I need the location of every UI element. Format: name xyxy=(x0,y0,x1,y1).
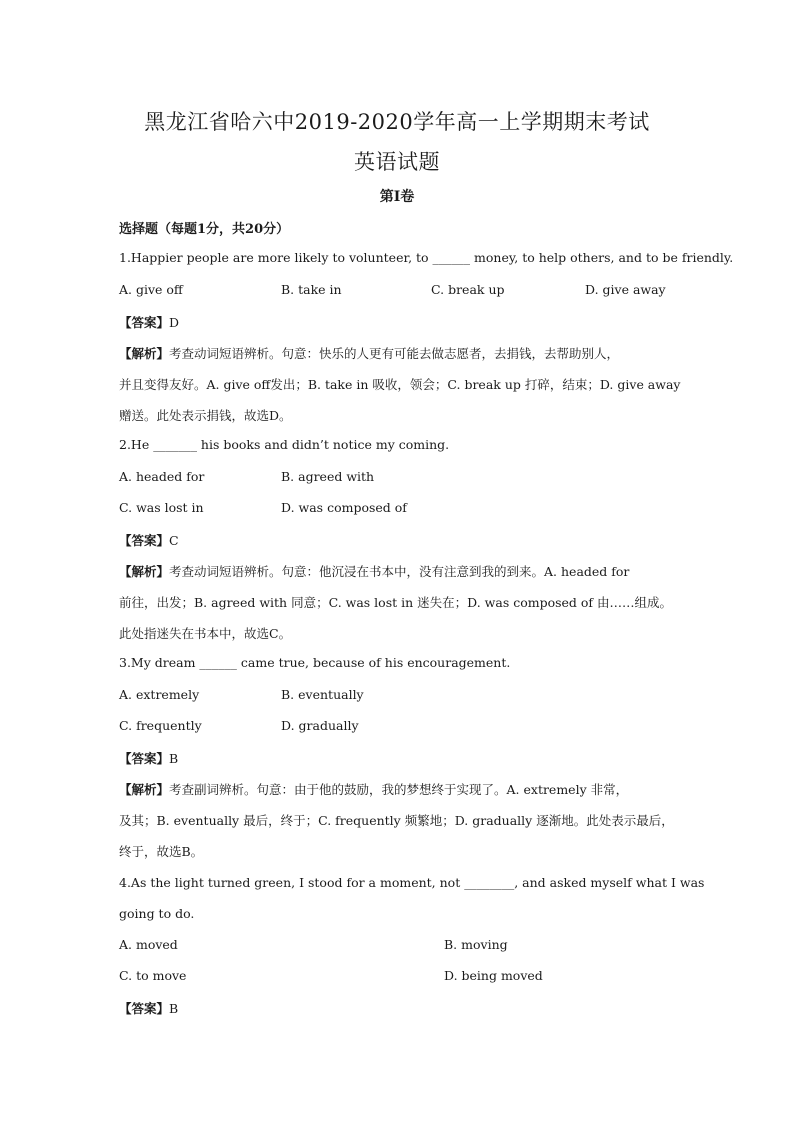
question-3-option-d: D. gradually xyxy=(281,718,359,733)
question-1-option-c: C. break up xyxy=(431,282,505,297)
answer-label: 【答案】 xyxy=(119,315,170,330)
answer-value: C xyxy=(169,533,179,548)
question-3-option-b: B. eventually xyxy=(281,687,364,702)
analysis-label: 【解析】 xyxy=(119,782,170,797)
answer-value: D xyxy=(169,315,180,330)
question-2-option-d: D. was composed of xyxy=(281,500,407,515)
question-2-analysis-line-1 xyxy=(119,562,629,580)
question-4-option-c: C. to move xyxy=(119,968,187,983)
question-2-option-c: C. was lost in xyxy=(119,500,204,515)
question-3-stem: 3.My dream ______ came true, because of his encouragement. xyxy=(119,655,511,670)
question-1-analysis-line-1 xyxy=(119,344,619,362)
question-2-option-a: A. headed for xyxy=(119,469,205,484)
question-3-answer xyxy=(119,749,178,767)
answer-value: B xyxy=(169,751,179,766)
answer-label: 【答案】 xyxy=(119,533,170,548)
question-1-option-d: D. give away xyxy=(585,282,666,297)
exam-title: 黑龙江省哈六中2019-2020学年高一上学期期末考试 xyxy=(144,110,650,134)
question-4-stem: 4.As the light turned green, I stood for a moment, not ________, and asked myself what I was xyxy=(119,875,705,890)
answer-value: B xyxy=(169,1001,179,1016)
volume-heading: 第I卷 xyxy=(379,189,415,205)
question-2-analysis-line-2: 前往，出发；B. agreed with 同意；C. was lost in 迷失在；D. was composed of 由……组成。 xyxy=(119,595,673,610)
answer-label: 【答案】 xyxy=(119,751,170,766)
question-3-analysis-line-2: 及其；B. eventually 最后，终于；C. frequently 频繁地；D. gradually 逐渐地。此处表示最后， xyxy=(119,813,674,828)
question-4-option-d: D. being moved xyxy=(444,968,543,983)
question-1-option-b: B. take in xyxy=(281,282,342,297)
question-1-option-a: A. give off xyxy=(119,282,183,297)
question-2-answer xyxy=(119,531,179,549)
exam-subject: 英语试题 xyxy=(354,150,440,174)
section-title: 选择题（每题1分，共20分） xyxy=(119,222,290,237)
analysis-text: 考查动词短语辨析。句意：快乐的人更有可能去做志愿者，去捐钱，去帮助别人， xyxy=(169,346,620,361)
question-3-analysis-line-3: 终于，故选B。 xyxy=(119,844,204,859)
analysis-text: 考查动词短语辨析。句意：他沉浸在书本中，没有注意到我的到来。A. headed for xyxy=(169,564,630,579)
question-1-answer xyxy=(119,313,179,331)
question-3-option-c: C. frequently xyxy=(119,718,202,733)
question-2-option-b: B. agreed with xyxy=(281,469,375,484)
analysis-label: 【解析】 xyxy=(119,346,170,361)
question-2-analysis-line-3: 此处指迷失在书本中，故选C。 xyxy=(119,626,292,641)
question-4-answer xyxy=(119,999,178,1017)
question-4-option-a: A. moved xyxy=(119,937,178,952)
answer-label: 【答案】 xyxy=(119,1001,170,1016)
analysis-text: 考查副词辨析。句意：由于他的鼓励，我的梦想终于实现了。A. extremely 非常， xyxy=(169,782,629,797)
analysis-label: 【解析】 xyxy=(119,564,170,579)
question-4-option-b: B. moving xyxy=(444,937,508,952)
question-4-stem-continued: going to do. xyxy=(119,906,195,921)
question-3-analysis-line-1 xyxy=(119,780,628,798)
question-3-option-a: A. extremely xyxy=(119,687,200,702)
question-1-stem: 1.Happier people are more likely to volunteer, to ______ money, to help others, and to be friendly. xyxy=(119,250,734,265)
question-1-analysis-line-3: 赠送。此处表示捐钱，故选D。 xyxy=(119,408,292,423)
question-1-analysis-line-2: 并且变得友好。A. give off发出；B. take in 吸收，领会；C. break up 打碎，结束；D. give away xyxy=(119,377,681,392)
question-2-stem: 2.He _______ his books and didn’t notice my coming. xyxy=(119,437,450,452)
